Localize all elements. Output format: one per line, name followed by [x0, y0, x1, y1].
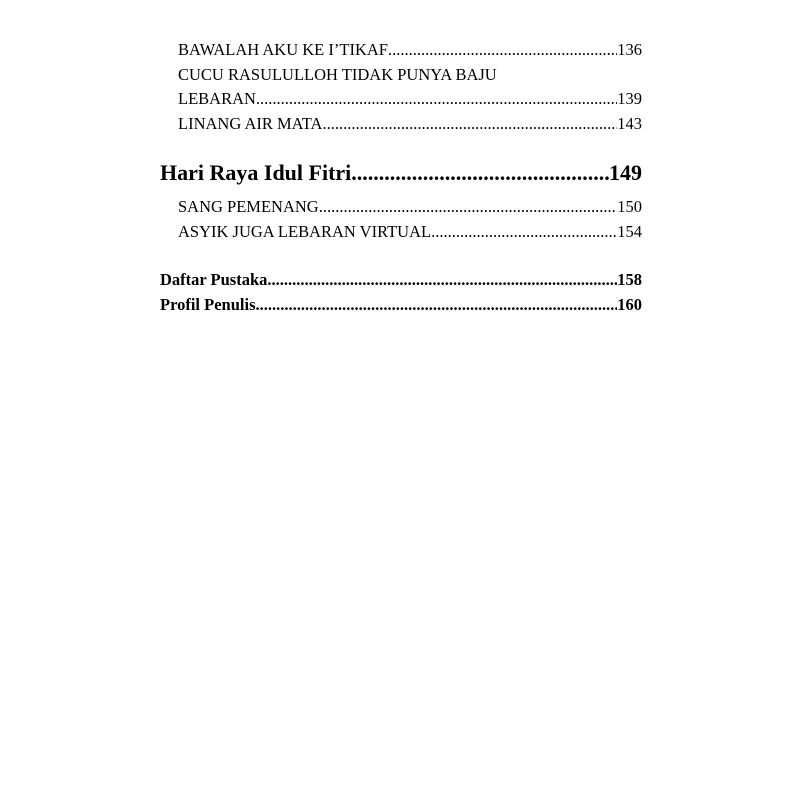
dot-leader: [319, 195, 618, 220]
table-of-contents: [160, 38, 642, 317]
toc-entry-page: 143: [617, 113, 642, 133]
dot-leader: [388, 38, 617, 63]
dot-leader: [256, 87, 617, 112]
toc-entry-title: LINANG AIR MATA: [178, 113, 323, 133]
toc-entry-page: 136: [617, 40, 642, 59]
chapter-title: Hari Raya Idul Fitri: [160, 160, 352, 185]
toc-back-matter-entry[interactable]: [160, 293, 642, 318]
toc-entry-page: 154: [617, 221, 642, 241]
toc-entry[interactable]: [160, 220, 642, 245]
toc-entry[interactable]: [160, 38, 642, 63]
toc-entry-title: Daftar Pustaka: [160, 270, 268, 289]
toc-chapter-entry[interactable]: [160, 159, 642, 187]
spacer: [160, 244, 642, 268]
toc-entry-title: LEBARAN: [178, 89, 256, 108]
toc-entry[interactable]: [160, 195, 642, 220]
toc-entry[interactable]: [160, 112, 642, 137]
toc-entry-page: 158: [617, 270, 642, 289]
dot-leader: [267, 268, 617, 293]
toc-entry-title: BAWALAH AKU KE I’TIKAF: [178, 40, 388, 59]
toc-entry-page: 150: [617, 197, 642, 216]
toc-back-matter-entry[interactable]: [160, 268, 642, 293]
toc-entry-page: 139: [617, 89, 642, 108]
toc-entry-title: Profil Penulis: [160, 294, 256, 314]
toc-entry-page: 160: [617, 294, 642, 314]
toc-entry[interactable]: [160, 87, 642, 112]
toc-entry-title: ASYIK JUGA LEBARAN VIRTUAL: [178, 221, 432, 241]
dot-leader: [256, 293, 618, 318]
toc-entry-title: SANG PEMENANG: [178, 197, 319, 216]
dot-leader: [431, 220, 617, 245]
dot-leader: [351, 159, 609, 187]
toc-entry-title-line[interactable]: CUCU RASULULLOH TIDAK PUNYA BAJU: [178, 64, 497, 84]
chapter-page: 149: [609, 160, 642, 185]
dot-leader: [322, 112, 617, 137]
